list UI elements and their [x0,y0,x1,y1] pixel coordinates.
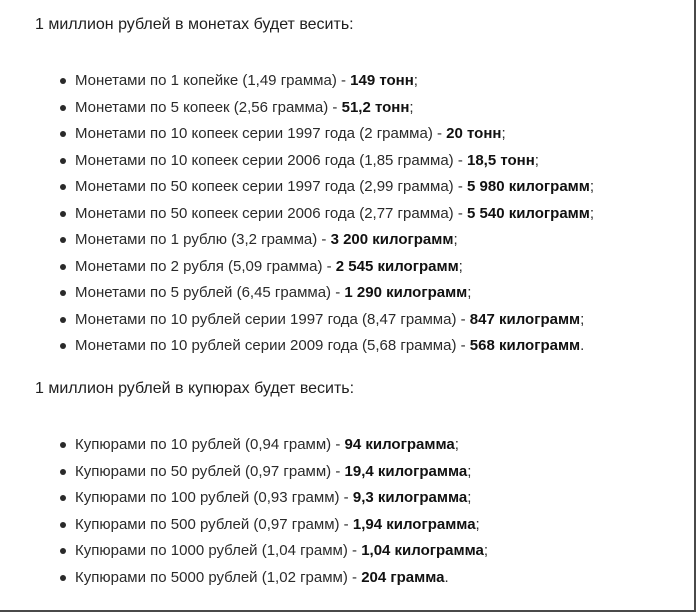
item-end: ; [458,257,463,275]
item-end: ; [501,125,506,142]
item-text: Монетами по 10 копеек серии 2006 года (1,85 грамма) - [75,151,467,169]
item-text: Монетами по 10 рублей серии 2009 года (5,68 грамма) - [75,337,470,354]
bullet-icon [60,548,66,554]
item-text: Купюрами по 50 рублей (0,97 грамм) - [75,462,345,480]
item-end: ; [580,310,585,328]
item-value: 149 тонн [350,72,414,89]
list-item [58,565,488,592]
item-value: 20 тонн [446,125,502,142]
list-item [58,148,594,175]
item-end: ; [413,72,418,89]
bullet-icon [60,211,66,217]
item-value: 1,04 килограмма [361,542,484,559]
list-item [58,280,594,307]
bullet-icon [60,442,66,448]
bullet-icon [60,343,66,349]
bullet-icon [60,522,66,528]
item-value: 847 килограмм [469,310,581,328]
item-text: Монетами по 5 рублей (6,45 грамма) - [75,284,345,301]
item-value: 2 545 килограмм [335,257,459,275]
item-value: 5 980 килограмм [467,178,590,195]
list-item [58,174,594,201]
item-text: Монетами по 10 копеек серии 1997 года (2 грамма) - [75,125,447,142]
item-text: Монетами по 2 рубля (5,09 грамма) - [75,257,336,275]
list-item [58,512,488,539]
bullet-icon [60,105,66,111]
item-text: Купюрами по 10 рублей (0,94 грамм) - [75,436,345,453]
item-end: ; [483,542,489,559]
list-item [58,538,488,565]
list-item [58,333,594,360]
list-item [58,459,488,486]
bullet-icon [60,264,66,270]
coins-heading: 1 миллион рублей в монетах будет весить: [35,16,354,33]
notes-heading: 1 миллион рублей в купюрах будет весить: [35,380,355,397]
item-end: ; [589,204,595,222]
item-end: ; [534,151,539,169]
list-item [58,95,594,122]
coins-list [58,68,594,360]
bullet-icon [60,469,66,475]
item-text: Монетами по 10 рублей серии 1997 года (8,47 грамма) - [75,310,470,328]
item-end: . [580,337,585,354]
list-item [58,227,594,254]
bullet-icon [60,575,66,581]
bullet-icon [60,237,66,243]
item-end: ; [453,231,458,248]
notes-list [58,432,488,591]
item-end: ; [467,462,472,480]
item-end: ; [409,98,414,116]
bullet-icon [60,495,66,501]
list-item [58,68,594,95]
list-item [58,307,594,334]
bullet-icon [60,317,66,323]
item-text: Купюрами по 100 рублей (0,93 грамм) - [75,489,353,506]
item-text: Монетами по 50 копеек серии 1997 года (2,99 грамма) - [75,178,467,195]
bullet-icon [60,131,66,137]
bullet-icon [60,290,66,296]
list-item [58,485,488,512]
item-text: Монетами по 1 копейке (1,49 грамма) - [75,72,351,89]
item-value: 204 грамма [361,568,445,586]
item-value: 19,4 килограмма [344,462,468,480]
item-value: 9,3 килограмма [352,489,468,506]
item-end: ; [467,489,472,506]
item-text: Купюрами по 5000 рублей (1,02 грамм) - [75,568,362,586]
item-value: 94 килограмма [344,436,455,453]
item-value: 3 200 килограмм [330,231,454,248]
item-value: 18,5 тонн [467,151,535,169]
item-value: 1 290 килограмм [344,284,468,301]
item-text: Монетами по 5 копеек (2,56 грамма) - [75,98,342,116]
item-text: Монетами по 50 копеек серии 2006 года (2,77 грамма) - [75,204,467,222]
list-item [58,201,594,228]
list-item [58,121,594,148]
item-text: Купюрами по 1000 рублей (1,04 грамм) - [75,542,362,559]
item-end: ; [475,515,480,533]
item-text: Монетами по 1 рублю (3,2 грамма) - [75,231,331,248]
bullet-icon [60,158,66,164]
item-end: . [444,568,449,586]
item-value: 5 540 килограмм [467,204,590,222]
item-value: 1,94 килограмма [352,515,476,533]
list-item [58,254,594,281]
bullet-icon [60,184,66,190]
item-value: 51,2 тонн [341,98,410,116]
item-end: ; [467,284,472,301]
list-item [58,432,488,459]
item-end: ; [454,436,459,453]
item-end: ; [589,178,595,195]
item-value: 568 килограмм [469,337,581,354]
item-text: Купюрами по 500 рублей (0,97 грамм) - [75,515,353,533]
bullet-icon [60,78,66,84]
